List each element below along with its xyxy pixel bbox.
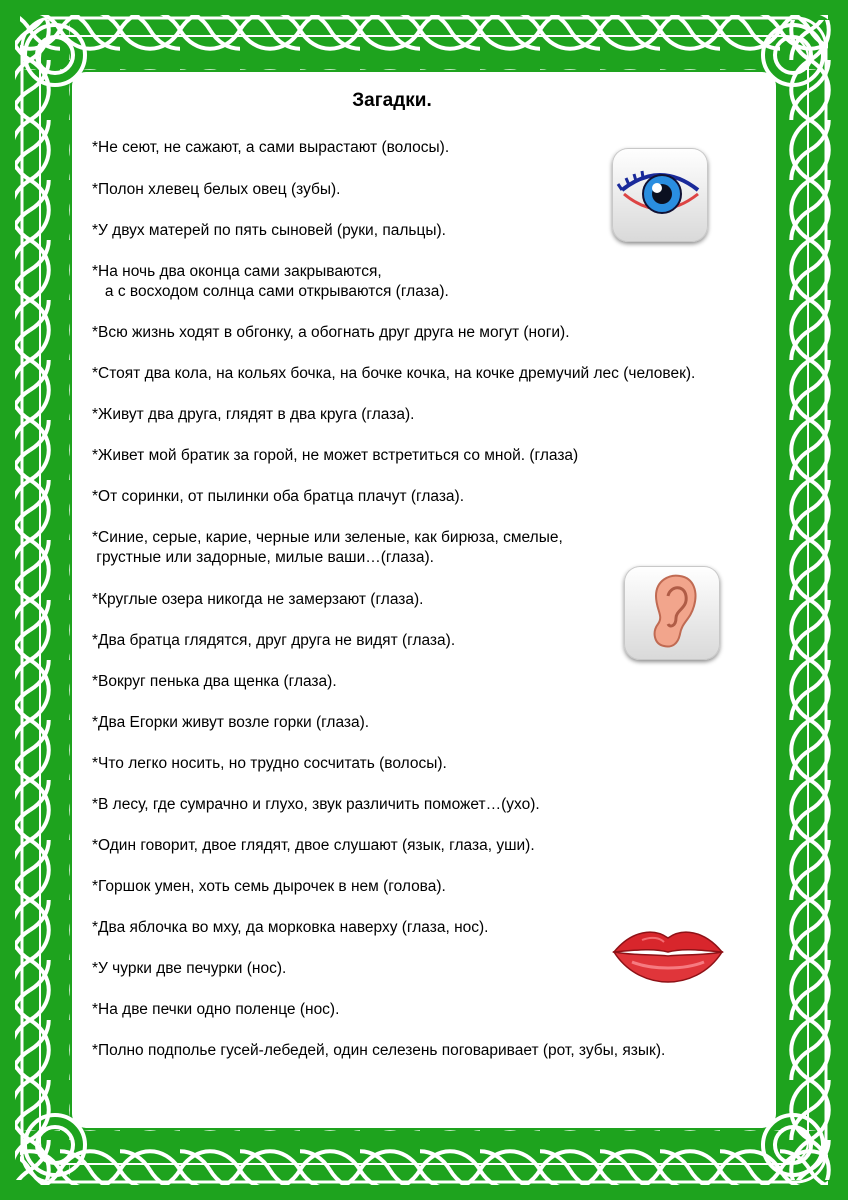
eye-icon (612, 148, 708, 242)
ear-icon (624, 566, 720, 660)
riddle-item: *Полон хлевец белых овец (зубы). (92, 181, 341, 198)
lips-icon (612, 926, 724, 984)
riddle-item: *Живет мой братик за горой, не может встретиться со мной. (глаза) (92, 447, 579, 464)
riddle-item: *Живут два друга, глядят в два круга (глаза). (92, 406, 415, 423)
riddle-item: *Что легко носить, но трудно сосчитать (волосы). (92, 755, 447, 772)
riddle-item: *От соринки, от пылинки оба братца плачут (глаза). (92, 488, 465, 505)
riddle-item: *Всю жизнь ходят в обгонку, а обогнать друг друга не могут (ноги). (92, 324, 570, 341)
riddle-item: *Круглые озера никогда не замерзают (глаза). (92, 591, 424, 608)
riddle-item: *Синие, серые, карие, черные или зеленые, как бирюза, смелые, грустные или задорные, милые ваши…(глаза). (92, 529, 563, 566)
riddle-item: *Не сеют, не сажают, а сами вырастают (волосы). (92, 139, 450, 156)
riddle-item: *У чурки две печурки (нос). (92, 960, 287, 977)
riddle-item: *На две печки одно поленце (нос). (92, 1001, 340, 1018)
riddle-item: *Два яблочка во мху, да морковка наверху (глаза, нос). (92, 919, 489, 936)
riddle-item: *Два Егорки живут возле горки (глаза). (92, 714, 370, 731)
riddle-item: *Полно подполье гусей-лебедей, один селезень поговаривает (рот, зубы, язык). (92, 1042, 666, 1059)
page-title: Загадки. (352, 90, 432, 111)
riddle-item: *Вокруг пенька два щенка (глаза). (92, 673, 337, 690)
riddle-item: *В лесу, где сумрачно и глухо, звук различить поможет…(ухо). (92, 796, 540, 813)
riddle-item: *Стоят два кола, на кольях бочка, на бочке кочка, на кочке дремучий лес (человек). (92, 365, 696, 382)
riddle-item: *Горшок умен, хоть семь дырочек в нем (голова). (92, 878, 446, 895)
riddle-item: *На ночь два оконца сами закрываются, а с восходом солнца сами открываются (глаза). (92, 263, 449, 300)
riddle-item: *Два братца глядятся, друг друга не видят (глаза). (92, 632, 456, 649)
riddle-item: *Один говорит, двое глядят, двое слушают (язык, глаза, уши). (92, 837, 535, 854)
riddle-item: *У двух матерей по пять сыновей (руки, пальцы). (92, 222, 446, 239)
